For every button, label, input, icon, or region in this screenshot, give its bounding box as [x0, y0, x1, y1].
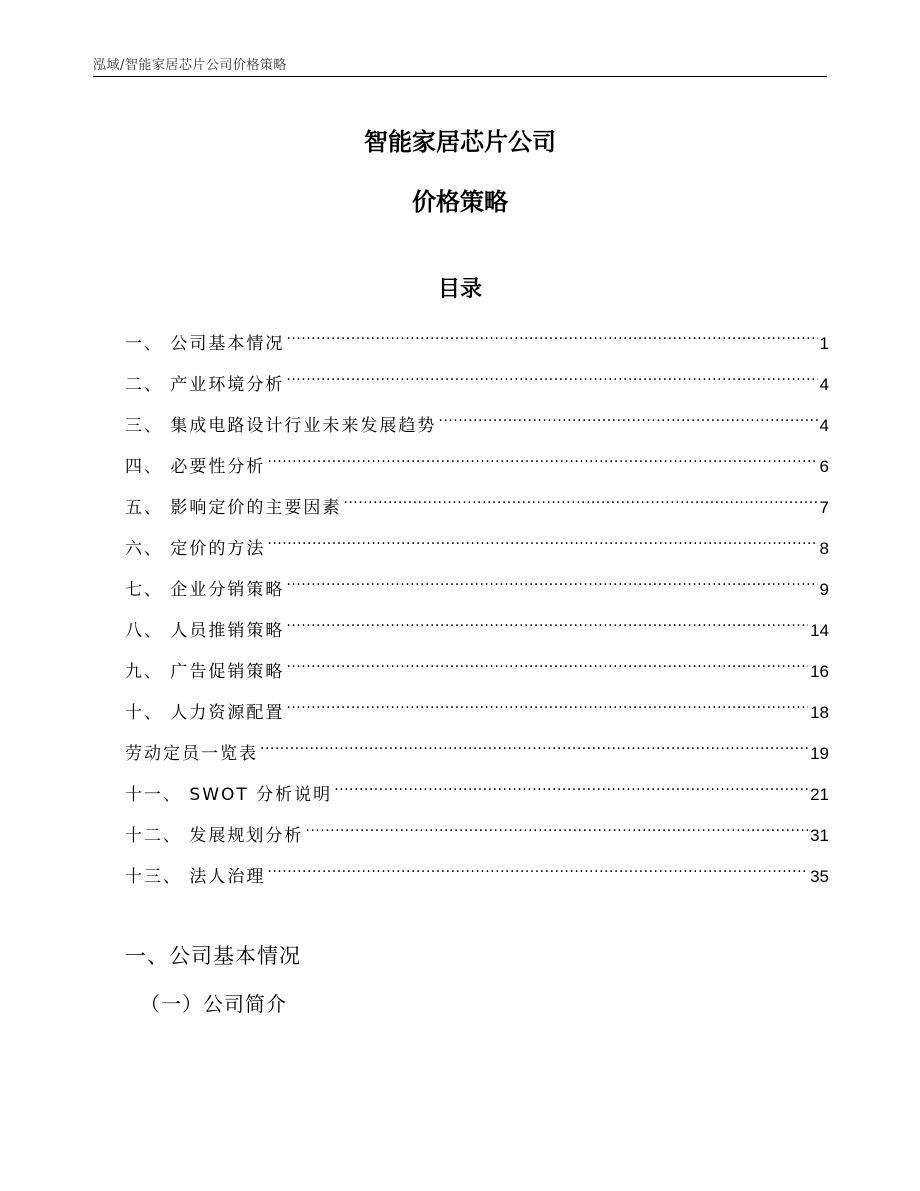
toc-entry[interactable]	[125, 530, 829, 571]
toc-entry-page: 21	[810, 785, 829, 804]
toc-entry[interactable]	[125, 366, 829, 407]
toc-dot-leader	[286, 366, 817, 390]
toc-entry-label: 十、 人力资源配置	[125, 703, 285, 723]
document-subtitle: 价格策略	[412, 188, 508, 216]
toc-entry-page: 31	[810, 826, 829, 845]
toc-dot-leader	[286, 571, 817, 595]
toc-dot-leader	[334, 776, 808, 800]
toc-entry[interactable]	[125, 571, 829, 612]
toc-dot-leader	[260, 735, 808, 759]
toc-entry-page: 9	[819, 580, 829, 599]
toc-entry[interactable]	[125, 653, 829, 694]
toc-entry[interactable]	[125, 489, 829, 530]
toc-entry-label: 劳动定员一览表	[125, 744, 258, 764]
toc-entry[interactable]	[125, 407, 829, 448]
toc-entry-label: 十二、 发展规划分析	[125, 826, 304, 846]
toc-heading: 目录	[437, 277, 482, 302]
toc-dot-leader	[343, 489, 817, 513]
toc-entry-page: 35	[810, 867, 829, 886]
toc-dot-leader	[267, 530, 817, 554]
toc-entry-page: 6	[819, 457, 829, 476]
toc-dot-leader	[286, 612, 808, 636]
toc-entry[interactable]	[125, 858, 829, 899]
toc-entry[interactable]	[125, 776, 829, 817]
toc-entry-label: 八、 人员推销策略	[125, 621, 285, 641]
toc-entry-label: 十三、 法人治理	[125, 867, 266, 887]
toc-entry-label: 五、 影响定价的主要因素	[125, 498, 342, 518]
toc-entry-page: 1	[819, 334, 829, 353]
toc-entry-page: 18	[810, 703, 829, 722]
toc-entry[interactable]	[125, 817, 829, 858]
header-divider	[93, 76, 827, 77]
toc-entry[interactable]	[125, 735, 829, 776]
toc-entry[interactable]	[125, 325, 829, 366]
toc-entry-page: 19	[810, 744, 829, 763]
toc-entry-page: 14	[810, 621, 829, 640]
running-header: 泓域/智能家居芯片公司价格策略	[93, 58, 287, 73]
toc-dot-leader	[267, 448, 817, 472]
toc-dot-leader	[286, 653, 808, 677]
toc-entry-label: 四、 必要性分析	[125, 457, 266, 477]
toc-dot-leader	[305, 817, 808, 841]
toc-entry[interactable]	[125, 448, 829, 489]
toc-entry[interactable]	[125, 694, 829, 735]
toc-entry-label: 六、 定价的方法	[125, 539, 266, 559]
subsection-heading: （一）公司简介	[140, 992, 287, 1016]
toc-entry-label: 九、 广告促销策略	[125, 662, 285, 682]
toc-entry-label: 二、 产业环境分析	[125, 375, 285, 395]
toc-entry-page: 7	[819, 498, 829, 517]
toc-dot-leader	[267, 858, 808, 882]
toc-dot-leader	[286, 325, 817, 349]
toc-entry-page: 4	[819, 416, 829, 435]
section-heading: 一、公司基本情况	[125, 944, 301, 968]
toc-entry-label: 一、 公司基本情况	[125, 334, 285, 354]
toc-entry-page: 8	[819, 539, 829, 558]
document-title: 智能家居芯片公司	[364, 128, 556, 156]
toc-entry-label: 七、 企业分销策略	[125, 580, 285, 600]
table-of-contents	[125, 325, 829, 899]
toc-entry-page: 4	[819, 375, 829, 394]
toc-entry-label: 十一、 SWOT 分析说明	[125, 785, 333, 805]
toc-entry[interactable]	[125, 612, 829, 653]
toc-dot-leader	[438, 407, 817, 431]
toc-entry-label: 三、 集成电路设计行业未来发展趋势	[125, 416, 437, 436]
toc-dot-leader	[286, 694, 808, 718]
toc-entry-page: 16	[810, 662, 829, 681]
